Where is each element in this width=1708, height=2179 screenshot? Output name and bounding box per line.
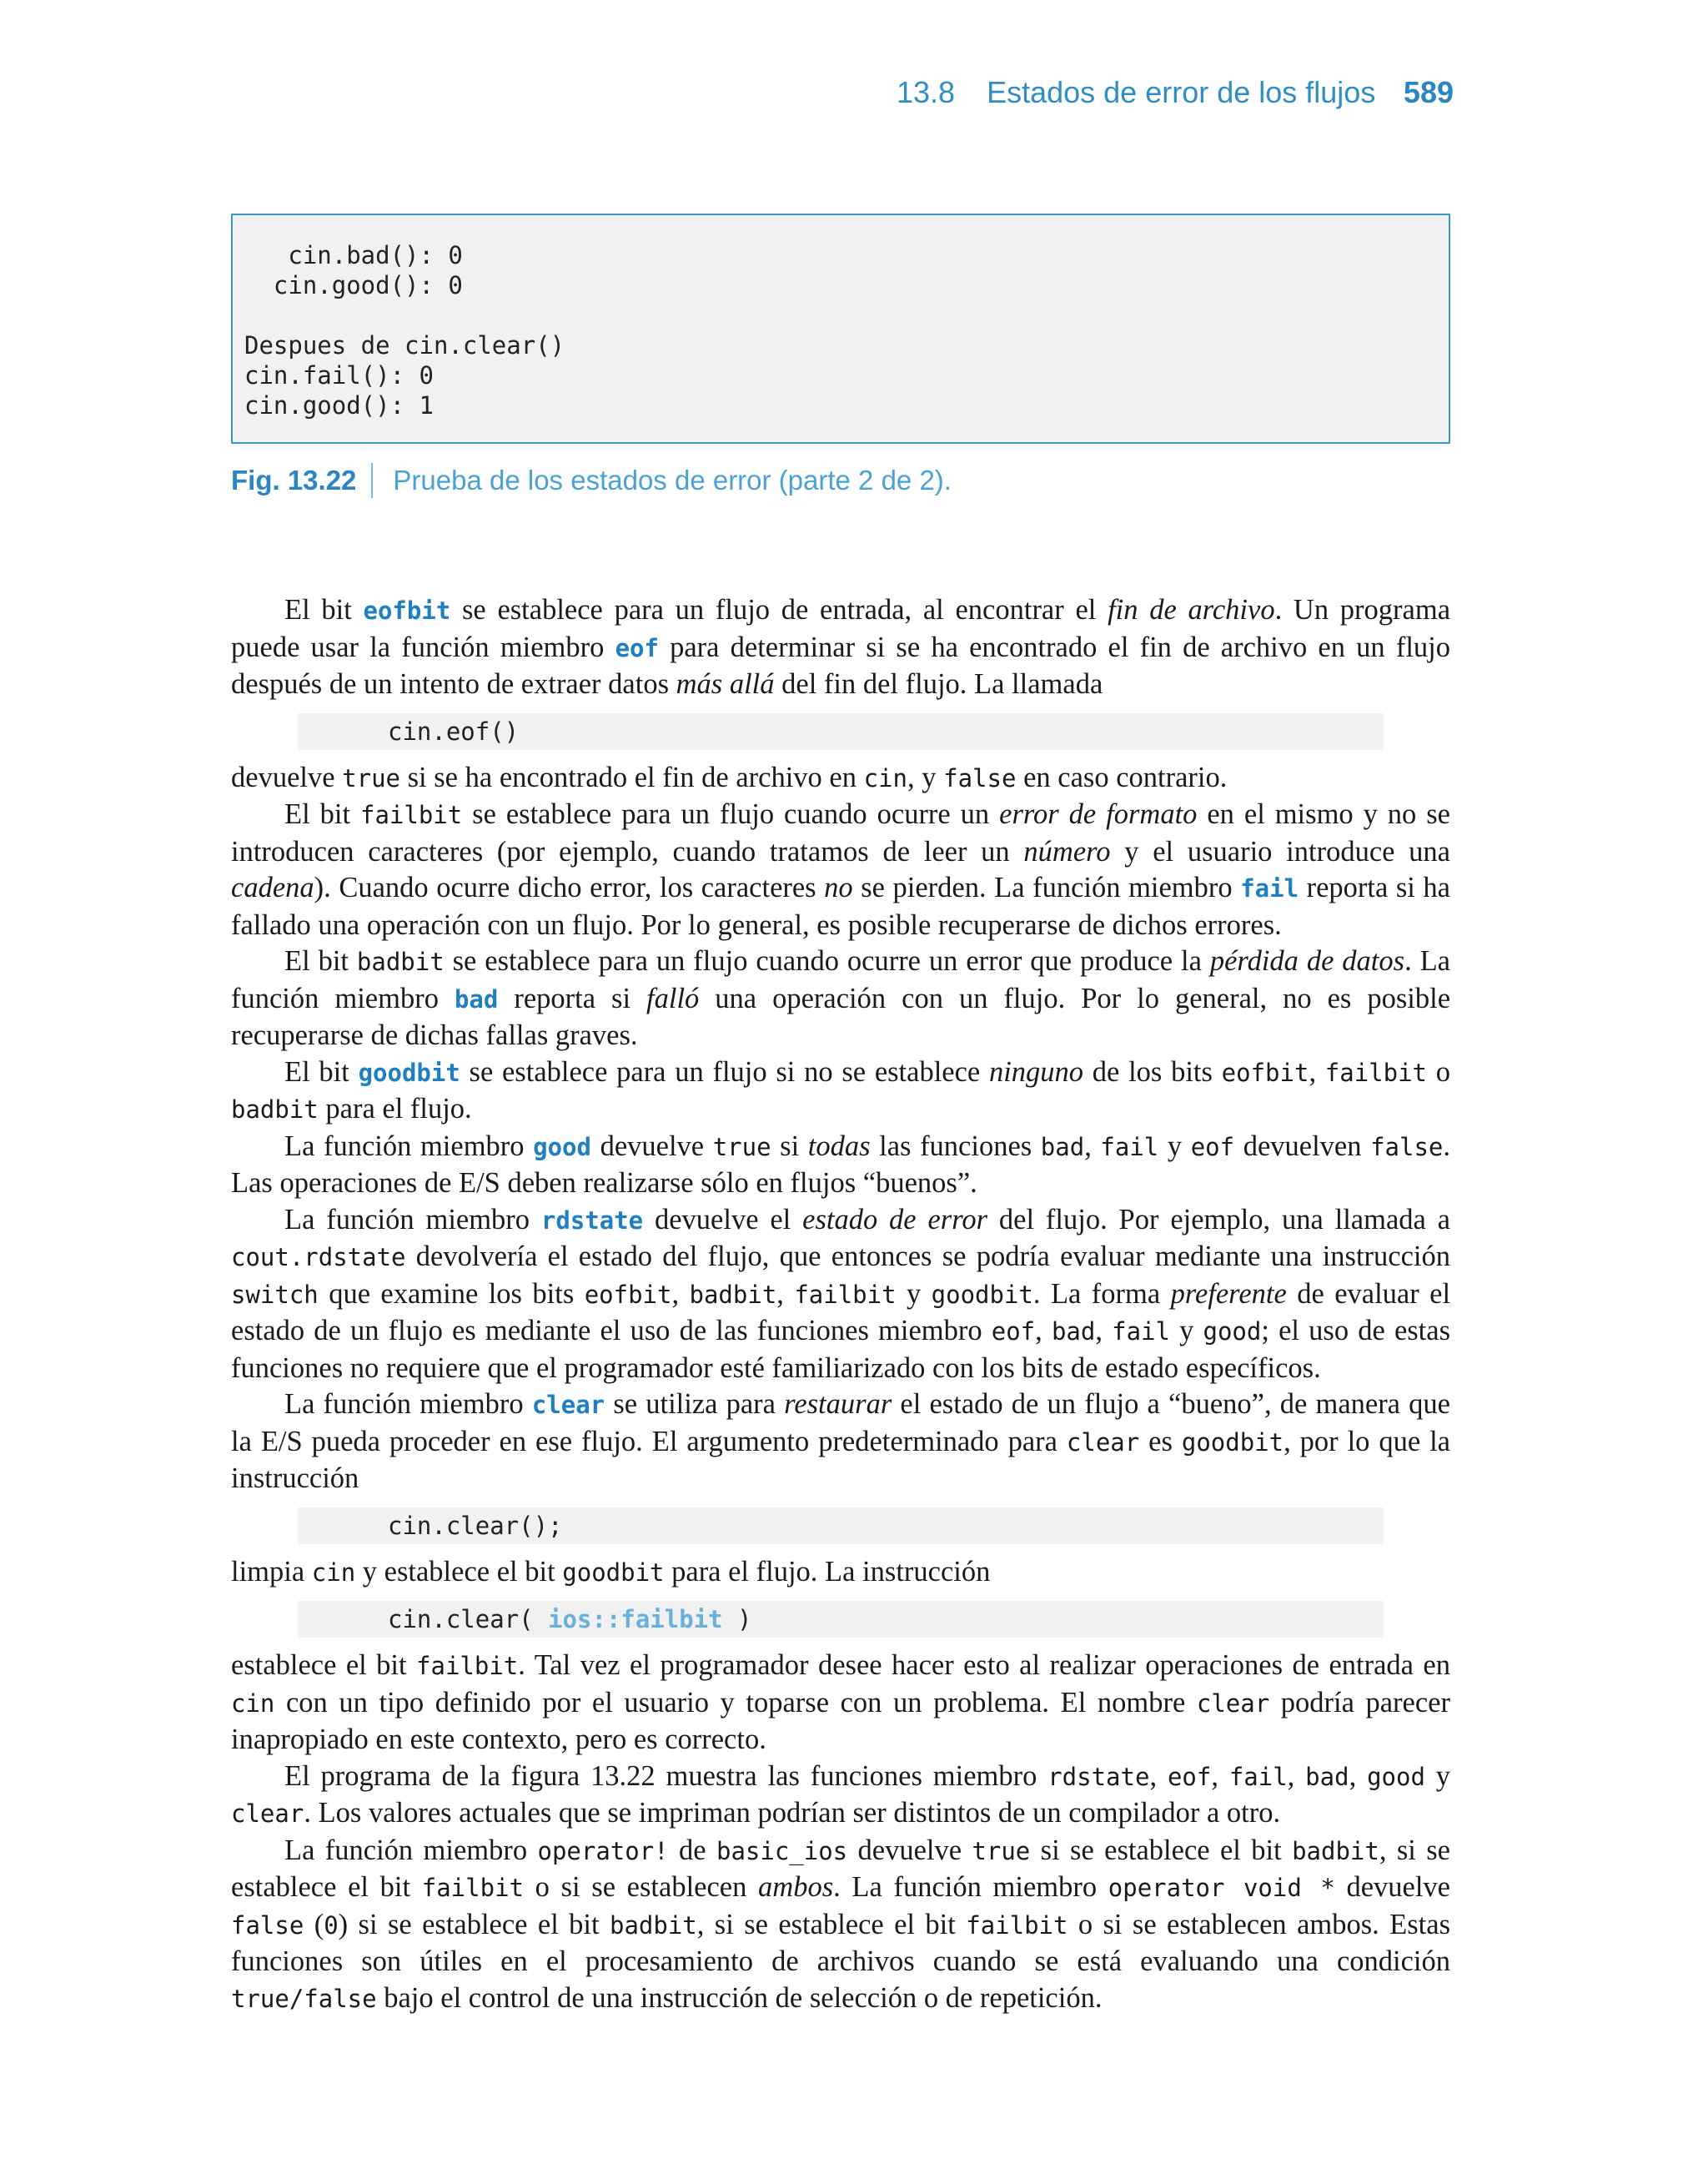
paragraph: El programa de la figura 13.22 muestra las funciones miembro rdstate, eof, fail, bad, good y clear. Los valores actuales que se impriman podrían ser distintos de un compilador a otro.	[231, 1759, 1451, 1829]
paragraph: El bit badbit se establece para un flujo cuando ocurre un error que produce la pérdida de datos. La función miembro bad reporta si falló una operación con un flujo. Por lo general, no es posible recuperarse de dichas fallas graves.	[231, 945, 1451, 1051]
paragraph: La función miembro rdstate devuelve el estado de error del flujo. Por ejemplo, una llamada a cout.rdstate devolvería el estado del flujo, que entonces se podría evaluar mediante una instrucción switch que examine los bits eofbit, badbit, failbit y goodbit. La forma preferente de evaluar el estado de un flujo es mediante el uso de las funciones miembro eof, bad, fail y good; el uso de estas funciones no requiere que el programador esté familiarizado con los bits de estado específicos.	[231, 1203, 1451, 1384]
caption-divider	[371, 463, 373, 498]
program-output-box	[231, 214, 1450, 444]
highlighted-code: ios::failbit	[548, 1605, 723, 1633]
output-line: cin.good(): 1	[244, 391, 434, 420]
code-snippet: cin.clear();	[298, 1507, 1384, 1544]
paragraph: establece el bit failbit. Tal vez el programador desee hacer esto al realizar operaciones de entrada en cin con un tipo definido por el usuario y toparse con un problema. El nombre clear podría parecer inapropiado en este contexto, pero es correcto.	[231, 1649, 1450, 1755]
code-snippet: cin.clear( ios::failbit )	[298, 1601, 1384, 1638]
code-keyword: rdstate	[540, 1205, 644, 1235]
code-snippet: cin.eof()	[298, 713, 1384, 750]
page-number: 589	[1403, 75, 1454, 109]
code-keyword: eofbit	[363, 596, 451, 625]
output-line: cin.good(): 0	[244, 271, 463, 299]
paragraph: La función miembro operator! de basic_ios devuelve true si se establece el bit badbit, si se establece el bit failbit o si se establecen ambos. La función miembro operator void * devuelve false (0) si se establece el bit badbit, si se establece el bit failbit o si se establecen ambos. Estas funciones son útiles en el procesamiento de archivos cuando se está evaluando una condición true/false bajo el control de una instrucción de selección o de repetición.	[231, 1834, 1450, 2014]
figure-label: Fig. 13.22	[231, 465, 357, 496]
paragraph: La función miembro clear se utiliza para restaurar el estado de un flujo a “bueno”, de manera que la E/S pueda proceder en ese flujo. El argumento predeterminado para clear es goodbit, por lo que la instrucción	[231, 1388, 1450, 1494]
code-keyword: clear	[531, 1391, 605, 1419]
code-keyword: fail	[1240, 874, 1299, 903]
code-keyword: bad	[454, 984, 499, 1014]
figure-caption	[231, 463, 952, 498]
output-line: Despues de cin.clear()	[244, 331, 565, 360]
paragraph: El bit failbit se establece para un flujo cuando ocurre un error de formato en el mismo y no se introducen caracteres (por ejemplo, cuando tratamos de leer un número y el usuario introduce una cadena). Cuando ocurre dicho error, los caracteres no se pierden. La función miembro fail reporta si ha fallado una operación con un flujo. Por lo general, es posible recuperarse de dichos errores.	[231, 798, 1450, 941]
paragraph: El bit goodbit se establece para un flujo si no se establece ninguno de los bits eofbit, failbit o badbit para el flujo.	[231, 1055, 1450, 1125]
body-text	[231, 592, 1450, 2017]
figure-caption-text: Prueba de los estados de error (parte 2 de 2).	[393, 465, 952, 496]
paragraph: devuelve true si se ha encontrado el fin de archivo en cin, y false en caso contrario.	[231, 761, 1228, 793]
code-keyword: eof	[615, 633, 659, 662]
paragraph: limpia cin y establece el bit goodbit para el flujo. La instrucción	[231, 1555, 991, 1588]
section-title: Estados de error de los flujos	[987, 75, 1376, 109]
running-header	[897, 75, 1454, 110]
output-line: cin.bad(): 0	[244, 241, 463, 269]
output-line: cin.fail(): 0	[244, 361, 434, 390]
output-line	[244, 300, 1449, 330]
paragraph: La función miembro good devuelve true si todas las funciones bad, fail y eof devuelven false. Las operaciones de E/S deben realizarse sólo en flujos “buenos”.	[231, 1130, 1451, 1199]
code-keyword: goodbit	[358, 1058, 460, 1087]
code-keyword: good	[533, 1132, 591, 1161]
section-number: 13.8	[897, 75, 956, 109]
paragraph: El bit eofbit se establece para un flujo de entrada, al encontrar el fin de archivo. Un programa puede usar la función miembro eof para determinar si se ha encontrado el fin de archivo en un flujo después de un intento de extraer datos más allá del fin del flujo. La llamada	[231, 594, 1451, 700]
